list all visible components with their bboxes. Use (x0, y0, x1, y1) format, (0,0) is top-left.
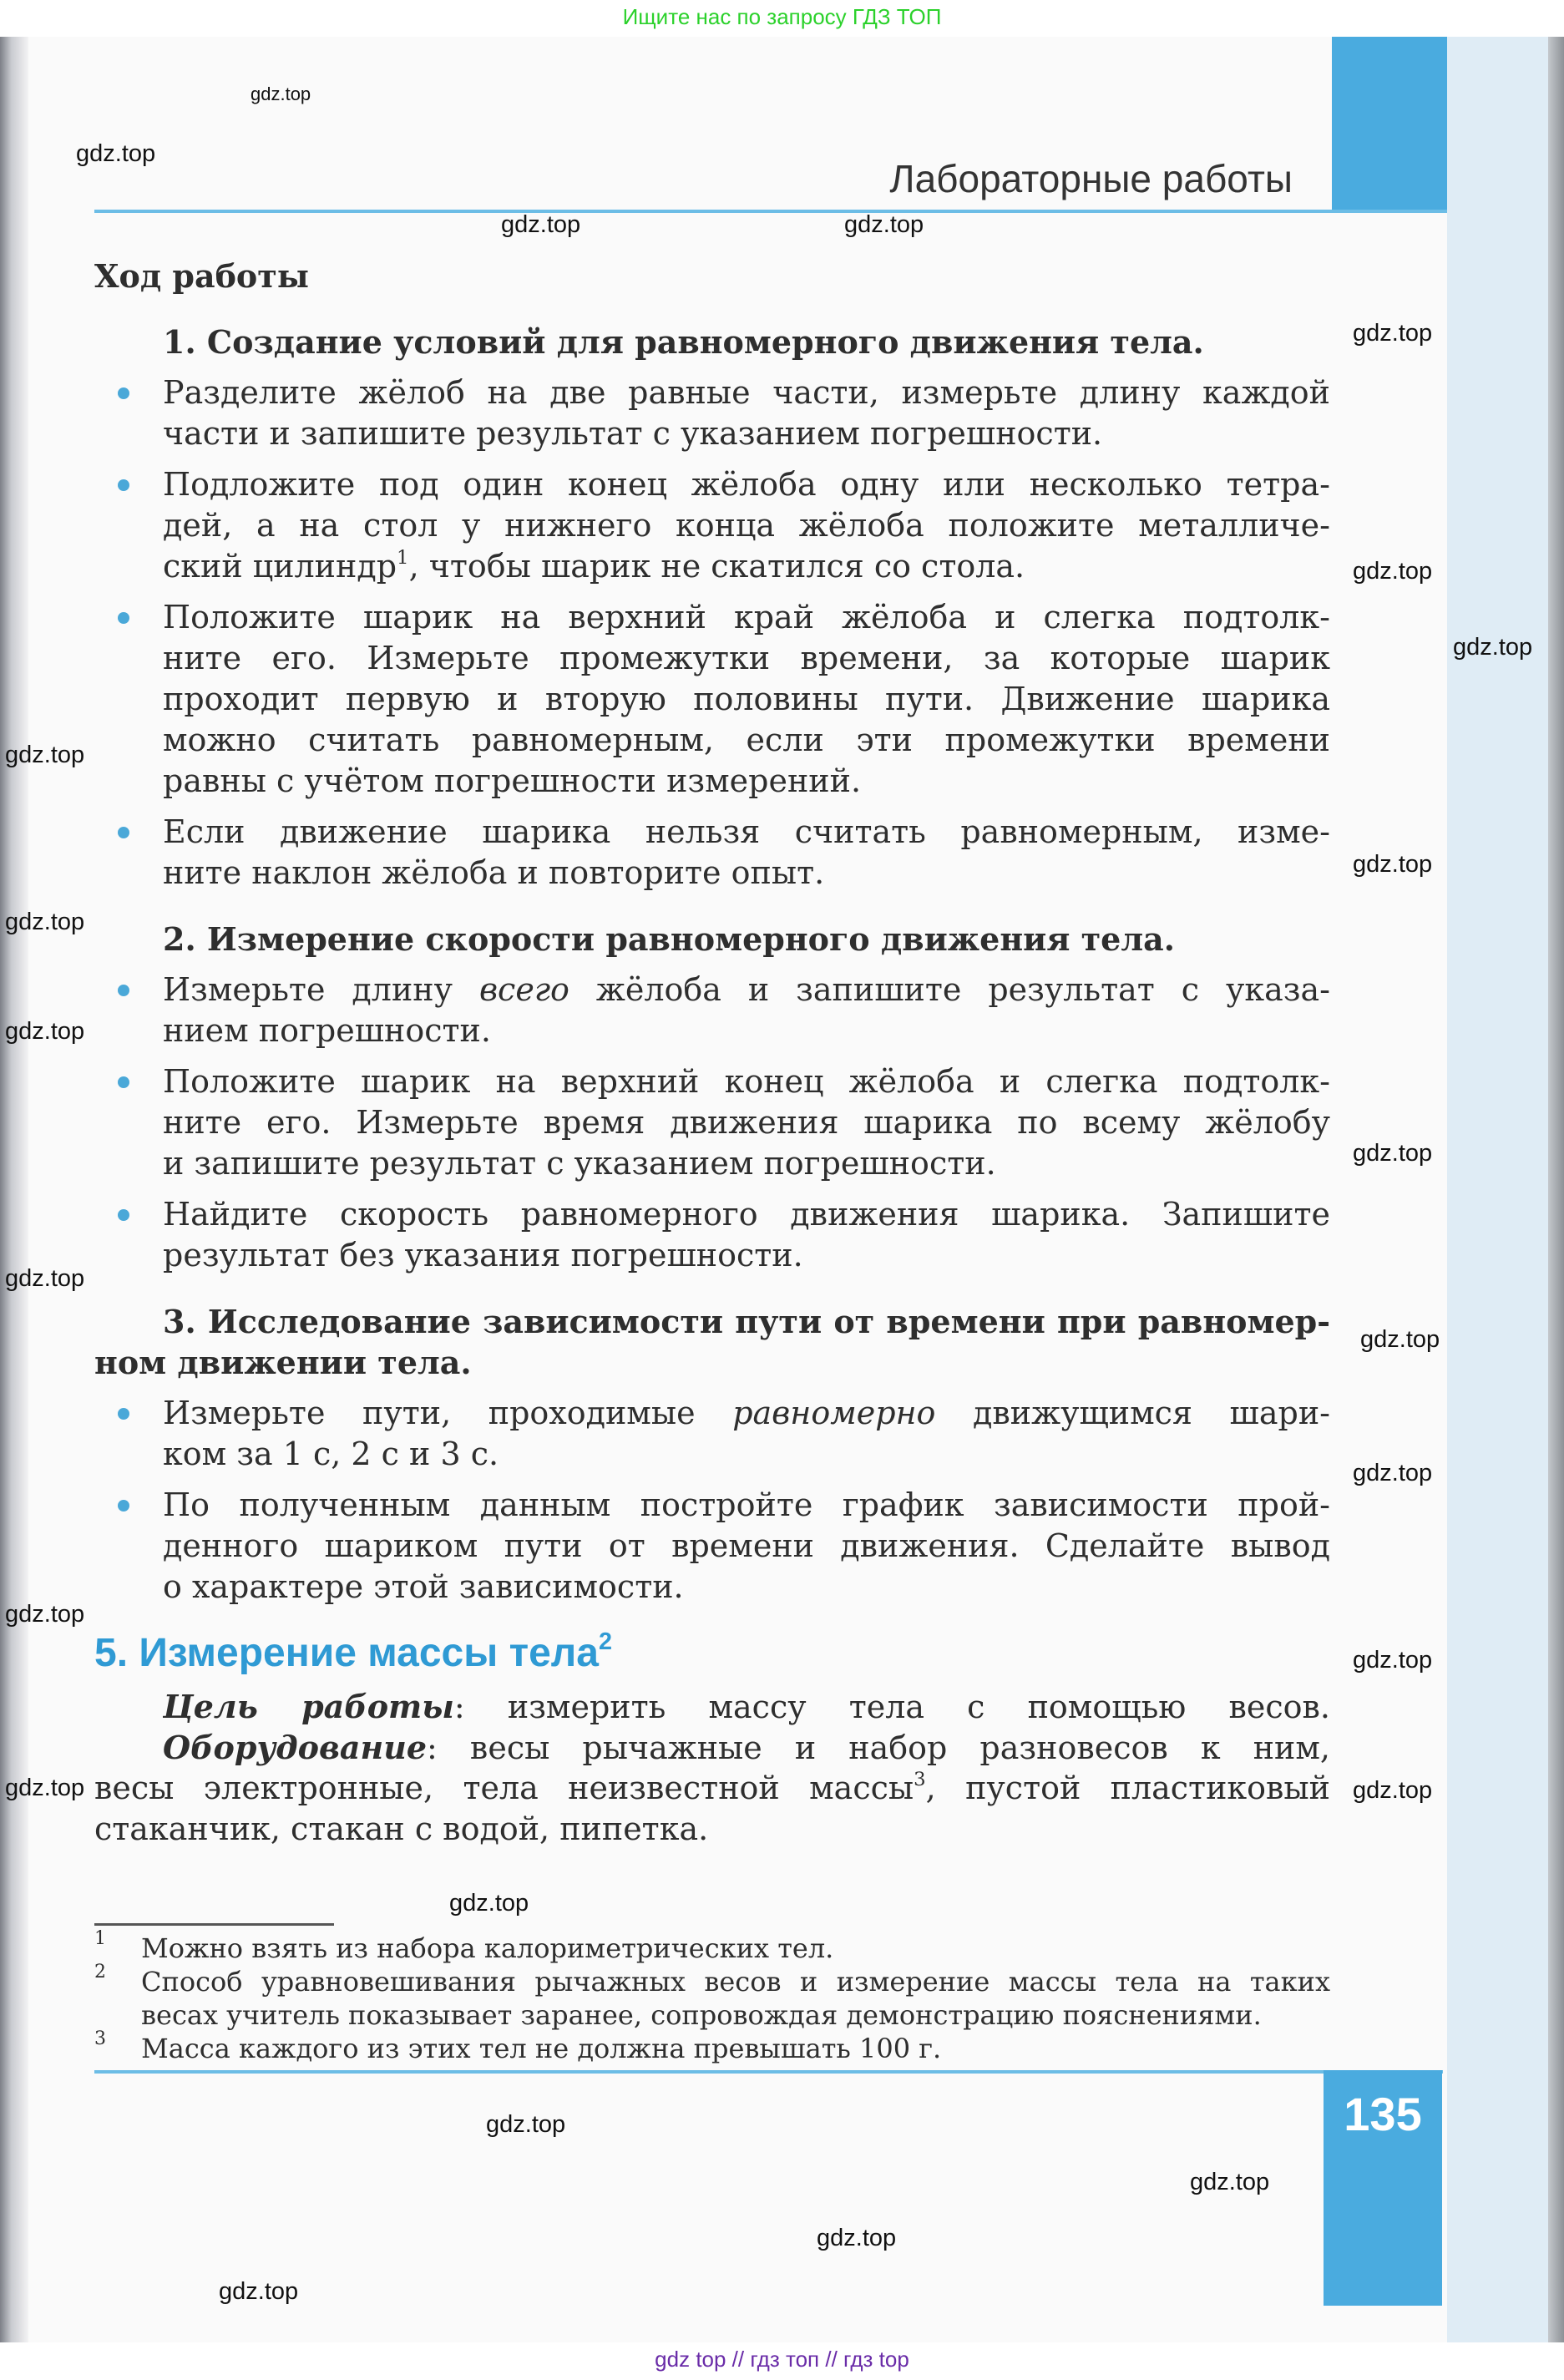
text-line: Разделите жёлоб на две равные части, измерьте длину каждой (163, 374, 1330, 411)
footnote-ref: 3 (914, 1769, 926, 1791)
text-line (163, 970, 1330, 1010)
footnote-line: Способ уравновешивания рычажных весов и измерение массы тела на таких (141, 1966, 1330, 1998)
text-run: Измерьте длину (163, 971, 479, 1008)
bullet-icon (118, 1209, 129, 1221)
watermark: gdz.top (251, 84, 311, 104)
page-number-tab (1324, 2070, 1442, 2306)
field-label: Цель работы (163, 1688, 454, 1725)
watermark: gdz.top (486, 2111, 566, 2138)
footnote-line: Масса каждого из этих тел не должна превышать 100 г. (141, 2033, 942, 2064)
text-line: дей, а на стол у нижнего конца жёлоба положите металличе- (163, 507, 1330, 544)
watermark: gdz.top (5, 1775, 85, 1801)
text-line: ните его. Измерьте промежутки времени, за которые шарик (163, 640, 1330, 676)
block-bullet (94, 1393, 1330, 1475)
text-line: и запишите результат с указанием погрешности. (163, 1145, 996, 1182)
block-bullet (94, 1485, 1330, 1608)
bullet-icon (118, 1500, 129, 1512)
text-run: : измерить массу тела с помощью весов. (453, 1689, 1330, 1725)
text-run: , чтобы шарик не скатился со стола. (408, 548, 1025, 585)
footnote-ref: 1 (397, 547, 409, 570)
text-line: стаканчик, стакан с водой, пипетка. (94, 1810, 709, 1847)
footnote-number: 2 (94, 1962, 106, 1982)
text-run: весы электронные, тела неизвестной массы (94, 1770, 914, 1806)
header-rule (94, 210, 1447, 213)
footnotes (94, 1928, 1330, 2065)
block-bullet (94, 597, 1330, 802)
watermark: gdz.top (817, 2225, 897, 2251)
block-goal (94, 1686, 1330, 1850)
footer-rule (94, 2070, 1443, 2074)
text-line: По полученным данным постройте график зависимости прой- (163, 1486, 1330, 1523)
margin-strip (1447, 37, 1548, 2342)
text-line: проходит первую и вторую половины пути. Движение шарика (163, 681, 1330, 717)
footnote (94, 1928, 1330, 1965)
block-heading0 (94, 256, 1330, 296)
text-line: ните наклон жёлоба и повторите опыт. (163, 854, 825, 891)
text-line: Если движение шарика нельзя считать равномерным, изме- (163, 813, 1330, 850)
watermark: gdz.top (1190, 2169, 1270, 2195)
footnote-number: 1 (94, 1928, 106, 1949)
block-bullet (94, 1061, 1330, 1184)
watermark: gdz.top (5, 1018, 85, 1045)
watermark: gdz.top (449, 1890, 529, 1917)
text-line (163, 1727, 1330, 1768)
text-line: ните его. Измерьте время движения шарика по всему жёлобу (163, 1104, 1330, 1141)
watermark: gdz.top (5, 1265, 85, 1292)
bullet-icon (118, 827, 129, 838)
text-line (94, 1624, 1330, 1683)
footnote-ref: 2 (598, 1628, 612, 1655)
watermark: gdz.top (5, 1601, 85, 1628)
block-bullet (94, 970, 1330, 1051)
search-banner[interactable]: Ищите нас по запросу ГДЗ ТОП (622, 4, 942, 29)
text-run: , пустой пластиковый (925, 1770, 1330, 1806)
text-line: результат без указания погрешности. (163, 1237, 803, 1274)
bullet-icon (118, 985, 129, 996)
watermark: gdz.top (5, 742, 85, 768)
emphasis: всего (478, 971, 569, 1008)
block-heading (94, 322, 1330, 362)
field-label: Оборудование (163, 1729, 428, 1766)
text-line: 3. Исследование зависимости пути от времени при равномер- (163, 1303, 1330, 1340)
text-line: можно считать равномерным, если эти промежутки времени (163, 722, 1330, 758)
block-bullet (94, 1194, 1330, 1276)
text-line: Положите шарик на верхний край жёлоба и слегка подтолк- (163, 599, 1330, 636)
block-bullet (94, 464, 1330, 587)
bullet-icon (118, 387, 129, 399)
bullet-icon (118, 479, 129, 491)
watermark: gdz.top (1353, 1777, 1433, 1804)
footnote-line: Можно взять из набора калориметрических тел. (141, 1932, 834, 1964)
watermark: gdz.top (76, 140, 156, 167)
text-run: : весы рычажные и набор разновесов к ним, (427, 1729, 1330, 1766)
block-heading (94, 919, 1330, 960)
text-line: Положите шарик на верхний конец жёлоба и слегка подтолк- (163, 1063, 1330, 1100)
section-tab (1332, 37, 1447, 213)
book-spine-shadow (0, 37, 28, 2342)
text-run: жёлоба и запишите результат с указа- (569, 971, 1330, 1008)
text-line (94, 1768, 1330, 1809)
page-number: 135 (1344, 2088, 1422, 2140)
footnote-rule (94, 1923, 334, 1926)
watermark: gdz.top (1353, 1460, 1433, 1486)
emphasis: равномерно (732, 1395, 936, 1431)
text-line: Ход работы (94, 257, 309, 295)
text-run: Измерьте пути, проходимые (163, 1395, 733, 1431)
text-line: о характере этой зависимости. (163, 1568, 684, 1605)
watermark: gdz.top (501, 211, 581, 238)
bullet-icon (118, 1076, 129, 1088)
watermark: gdz.top (1353, 558, 1433, 585)
text-line: 1. Создание условий для равномерного движения тела. (163, 323, 1204, 361)
block-heading3 (94, 1301, 1330, 1383)
text-line: ном движении тела. (94, 1344, 472, 1381)
section-title (94, 1624, 1330, 1683)
bullet-icon (118, 612, 129, 624)
block-bullet (94, 372, 1330, 454)
watermark: gdz.top (1353, 320, 1433, 347)
watermark: gdz.top (1353, 1647, 1433, 1674)
watermark: gdz.top (1453, 634, 1533, 661)
text-run: ский цилиндр (163, 548, 397, 585)
text-line: нием погрешности. (163, 1012, 491, 1049)
text-line: 2. Измерение скорости равномерного движения тела. (163, 920, 1175, 958)
bullet-icon (118, 1408, 129, 1420)
footnote-number: 3 (94, 2028, 106, 2049)
text-line: равны с учётом погрешности измерений. (163, 762, 862, 799)
text-line: денного шариком пути от времени движения. Сделайте вывод (163, 1527, 1330, 1564)
text-line (163, 1686, 1330, 1727)
watermark: gdz.top (844, 211, 924, 238)
block-bullet (94, 812, 1330, 894)
main-text (94, 256, 1330, 1850)
text-line: Найдите скорость равномерного движения шарика. Запишите (163, 1196, 1330, 1233)
text-line (163, 546, 1330, 587)
footnote-line: весах учитель показывает заранее, сопровождая демонстрацию пояснениями. (141, 1999, 1262, 2031)
running-header: Лабораторные работы (889, 157, 1293, 200)
watermark: gdz.top (1353, 851, 1433, 878)
text-line: части и запишите результат с указанием погрешности. (163, 415, 1103, 452)
watermark: gdz.top (219, 2278, 299, 2305)
text-line: Подложите под один конец жёлоба одну или несколько тетра- (163, 466, 1330, 503)
footer-link[interactable]: gdz top // гдз топ // гдз top (655, 2347, 909, 2372)
footnote (94, 1962, 1330, 2032)
text-line (163, 1393, 1330, 1434)
footnote (94, 2028, 1330, 2065)
text-run: 5. Измерение массы тела (94, 1631, 599, 1675)
text-line: ком за 1 с, 2 с и 3 с. (163, 1436, 499, 1472)
watermark: gdz.top (5, 909, 85, 935)
page-edge (1548, 37, 1564, 2342)
watermark: gdz.top (1360, 1326, 1440, 1353)
text-run: движущимся шари- (935, 1395, 1330, 1431)
watermark: gdz.top (1353, 1140, 1433, 1167)
